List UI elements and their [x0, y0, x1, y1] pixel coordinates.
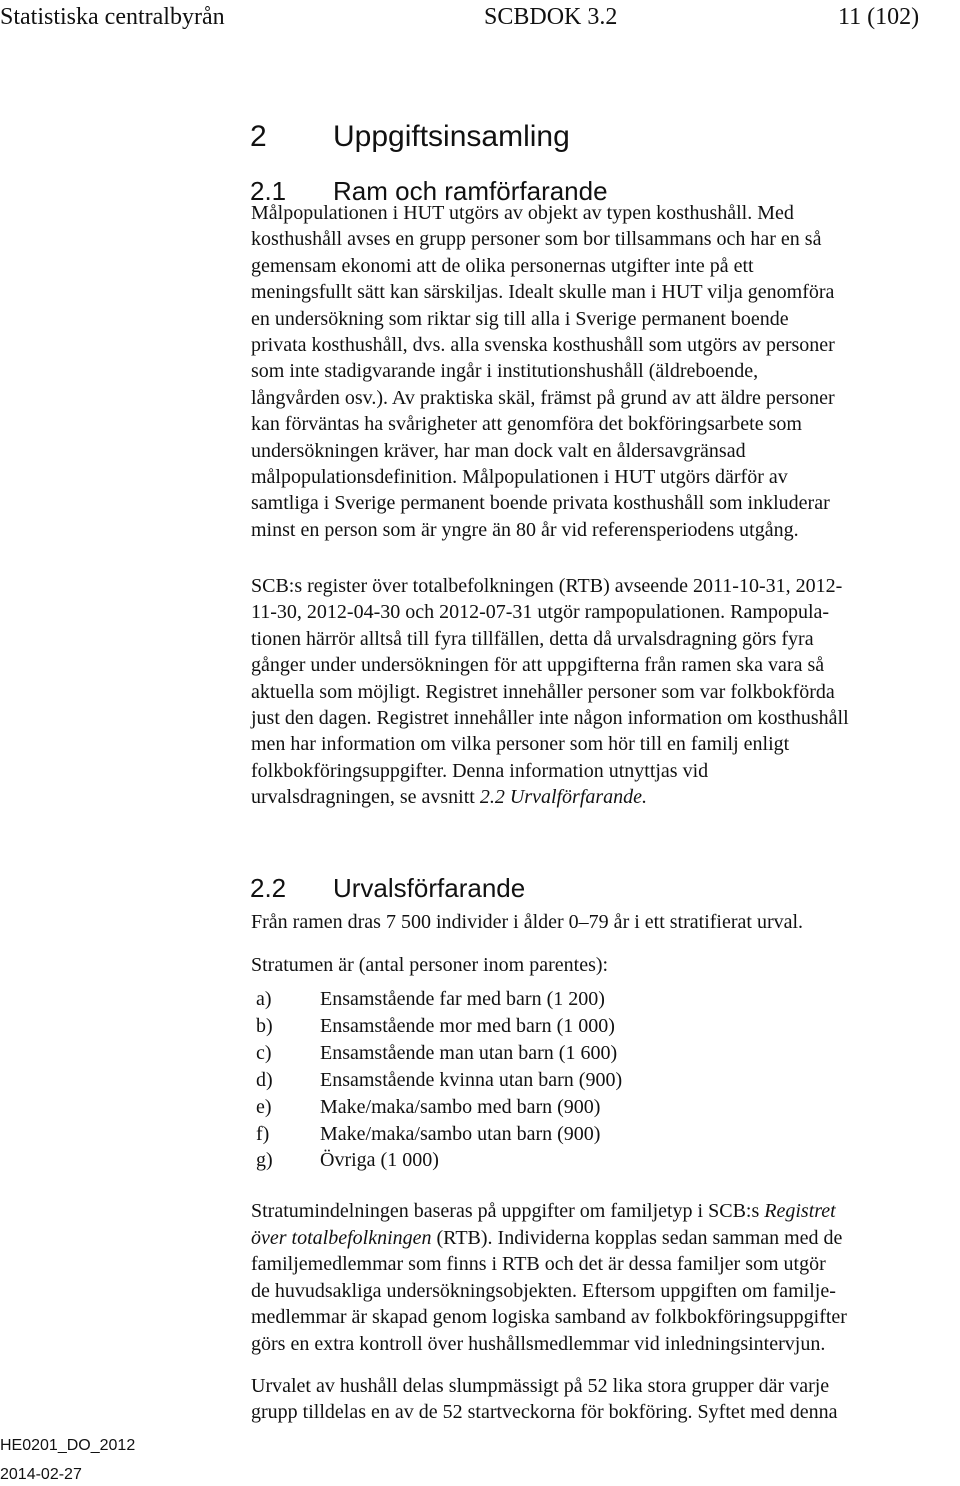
- list-item-text: Ensamstående mor med barn (1 000): [320, 1014, 615, 1037]
- text-line: långvården osv.). Av praktiska skäl, främst på grund av att äldre personer: [251, 386, 835, 409]
- text-line: 11-30, 2012-04-30 och 2012-07-31 utgör rampopulationen. Rampopula-: [251, 601, 830, 624]
- list-item: [256, 1013, 622, 1040]
- header-page-number: 11 (102): [838, 4, 920, 30]
- register-name-italic: Registret: [764, 1200, 836, 1222]
- text-line: medlemmar är skapad genom logiska samband av folkbokföringsuppgifter: [251, 1306, 847, 1329]
- list-item-text: Övriga (1 000): [320, 1149, 439, 1172]
- text-line: folkbokföringsuppgifter. Denna information utnyttjas vid: [251, 759, 709, 782]
- section-number: 2: [250, 120, 267, 153]
- list-item: [256, 1147, 622, 1174]
- text-line: görs en extra kontroll över hushållsmedlemmar vid inledningsintervjun.: [251, 1332, 826, 1355]
- list-item-text: Ensamstående kvinna utan barn (900): [320, 1068, 623, 1091]
- list-item: [256, 1121, 622, 1148]
- section-reference-link: 2.2 Urvalförfarande.: [479, 786, 648, 809]
- text-line: målpopulationsdefinition. Målpopulationen i HUT utgörs därför av: [251, 466, 788, 489]
- register-name-italic: över totalbefolkningen: [251, 1226, 432, 1249]
- subsection-heading-2-2: [250, 873, 525, 904]
- list-item-label: a): [256, 988, 272, 1010]
- subsection-number: 2.2: [250, 873, 287, 903]
- paragraph-sample-division: [251, 1373, 951, 1426]
- list-item-text: Ensamstående far med barn (1 200): [320, 988, 605, 1010]
- list-item-label: c): [256, 1041, 272, 1064]
- list-item: [256, 1067, 622, 1094]
- text-line: Från ramen dras 7 500 individer i ålder 0–79 år i ett stratifierat urval.: [251, 911, 804, 933]
- subsection-number: 2.1: [250, 176, 287, 206]
- list-item-label: f): [256, 1122, 270, 1145]
- text-line: men har information om vilka personer som hör till en familj enligt: [251, 733, 790, 756]
- list-item: [256, 986, 622, 1013]
- text-line: Målpopulationen i HUT utgörs av objekt av typen kosthushåll. Med: [251, 202, 794, 224]
- text-line: [251, 784, 951, 810]
- strata-list: [256, 986, 622, 1174]
- text-line: gånger under undersökningen för att uppgifterna från ramen ska vara så: [251, 654, 825, 677]
- list-item: [256, 1094, 622, 1121]
- list-item: [256, 1040, 622, 1067]
- text-line: tionen härrör alltså till fyra tillfällen, detta då urvalsdragning görs fyra: [251, 627, 814, 650]
- text-line: gemensam ekonomi att de olika personernas utgifter inte på ett: [251, 254, 754, 277]
- paragraph-strata-intro: [251, 952, 951, 978]
- text-line: en undersökning som riktar sig till alla i Sverige permanent boende: [251, 307, 789, 330]
- footer-date: 2014-02-27: [0, 1466, 82, 1483]
- text-line: aktuella som möjligt. Registret innehåller personer som var folkbokförda: [251, 680, 835, 703]
- header-organization: Statistiska centralbyrån: [0, 4, 225, 30]
- list-item-text: Make/maka/sambo utan barn (900): [320, 1122, 601, 1145]
- section-heading: [250, 120, 570, 154]
- text-fragment: (RTB). Individerna kopplas sedan samman med de: [431, 1226, 843, 1249]
- text-fragment: urvalsdragningen, se avsnitt: [251, 786, 480, 809]
- list-item-label: g): [256, 1149, 273, 1172]
- text-line: Stratumen är (antal personer inom parentes):: [251, 954, 609, 976]
- text-line: kosthushåll avses en grupp personer som bor tillsammans och har en så: [251, 228, 822, 251]
- paragraph-stratification-basis: [251, 1198, 951, 1358]
- text-line: meningsfullt sätt kan särskiljas. Idealt skulle man i HUT vilja genomföra: [251, 281, 835, 304]
- text-line: Urvalet av hushåll delas slumpmässigt på 52 lika stora grupper där varje: [251, 1375, 830, 1397]
- text-line: [251, 1198, 951, 1225]
- text-line: de huvudsakliga undersökningsobjekten. Eftersom uppgiften om familje-: [251, 1279, 836, 1302]
- paragraph-frame-population: [251, 573, 951, 811]
- footer-document-id: HE0201_DO_2012: [0, 1437, 136, 1454]
- paragraph-target-population: [251, 200, 951, 543]
- list-item-label: e): [256, 1095, 272, 1118]
- text-line: privata kosthushåll, dvs. alla svenska kosthushåll som utgörs av personer: [251, 334, 835, 357]
- text-line: just den dagen. Registret innehåller inte någon information om kosthushåll: [251, 707, 849, 730]
- text-fragment: Stratumindelningen baseras på uppgifter om familjetyp i SCB:s: [251, 1200, 765, 1222]
- text-line: kan förväntas ha svårigheter att genomföra det bokföringsarbete som: [251, 413, 802, 436]
- text-line: familjemedlemmar som finns i RTB och det är dessa familjer som utgör: [251, 1253, 826, 1276]
- list-item-text: Ensamstående man utan barn (1 600): [320, 1041, 618, 1064]
- text-line: [251, 1225, 951, 1252]
- list-item-label: d): [256, 1068, 273, 1091]
- text-line: som inte stadigvarande ingår i institutionshushåll (äldreboende,: [251, 360, 759, 383]
- text-line: minst en person som är yngre än 80 år vid referensperiodens utgång.: [251, 518, 799, 541]
- text-line: grupp tilldelas en av de 52 startveckorna för bokföring. Syftet med denna: [251, 1401, 838, 1424]
- text-line: SCB:s register över totalbefolkningen (RTB) avseende 2011-10-31, 2012-: [251, 575, 843, 597]
- list-item-label: b): [256, 1014, 273, 1037]
- list-item-text: Make/maka/sambo med barn (900): [320, 1095, 601, 1118]
- section-title: Uppgiftsinsamling: [333, 120, 570, 153]
- text-line: undersökningen kräver, har man dock valt en åldersavgränsad: [251, 439, 746, 462]
- text-line: samtliga i Sverige permanent boende privata kosthushåll som inkluderar: [251, 492, 830, 515]
- subsection-title: Urvalsförfarande: [333, 873, 526, 903]
- header-document-code: SCBDOK 3.2: [484, 4, 618, 30]
- subsection-title: Ram och ramförfarande: [333, 176, 608, 206]
- paragraph-sample-size: [251, 909, 951, 935]
